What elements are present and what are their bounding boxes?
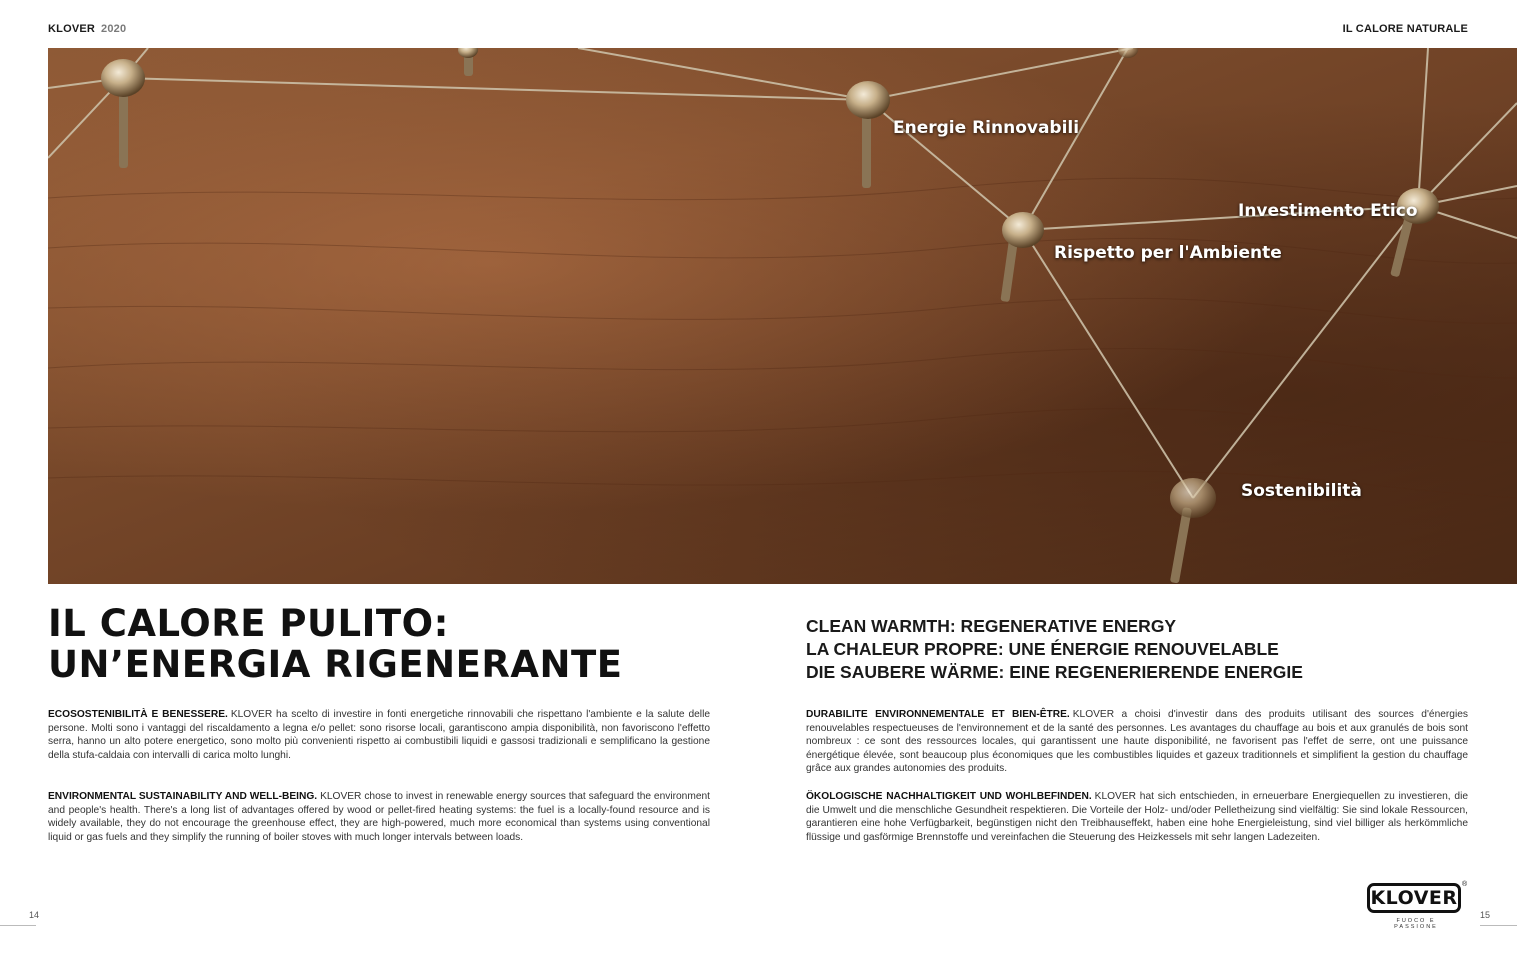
page-number-left: 14 [29,910,40,920]
paragraph-french [806,708,1468,776]
paragraph-german-lead: ÖKOLOGISCHE NACHHALTIGKEIT UND WOHLBEFINDEN. [806,791,1092,802]
paragraph-german [806,790,1468,844]
footer-rule-right [1480,925,1517,926]
edition-year: 2020 [101,23,127,35]
registered-mark: ® [1462,881,1468,888]
section-title: IL CALORE NATURALE [1342,23,1468,35]
label-energie-rinnovabili: Energie Rinnovabili [893,118,1080,138]
main-title-italian [48,603,622,685]
page-number-right: 15 [1480,910,1491,920]
title-german: DIE SAUBERE WÄRME: EINE REGENERIERENDE ENERGIE [806,662,1303,682]
paragraph-italian-lead: ECOSOSTENIBILITÀ E BENESSERE. [48,709,228,720]
logo-wordmark: KLOVER [1367,883,1461,913]
label-sostenibilita: Sostenibilità [1241,481,1362,501]
title-french: LA CHALEUR PROPRE: UNE ÉNERGIE RENOUVELABLE [806,639,1279,659]
klover-logo [1367,881,1468,930]
hero-photo [48,48,1517,584]
pin-network-illustration [48,48,1517,584]
paragraph-french-body: KLOVER a choisi d'investir dans des produits utilisant des sources d'énergies renouvelables respectueuses de l'environnement et de la santé des personnes. Les avantages du chauffage au bois et aux granulés de bois sont nombreux : ce sont des ressources locales, qui garantissent une haute disponibilité, ne favorisent pas l'effet de serre, ont une puissance énergétique élevée, sont beaucoup plus économiques que les combustibles liquides et gazeux traditionnels et simplifient la gestion du chauffage grâce aux grandes autonomies des produits. [806,709,1468,775]
main-title-line-1: IL CALORE PULITO: [48,602,449,645]
paragraph-german-body: KLOVER hat sich entschieden, in erneuerbare Energiequellen zu investieren, die die Umwelt und die menschliche Gesundheit respektieren. Die Vorteile der Holz- und/oder Pelletheizung sind vielfältig: Sie sind lokale Ressourcen, garantieren eine hohe Verfügbarkeit, begünstigen nicht den Treibhauseffekt, haben eine hohe Energieleistung, sind viel billiger als herkömmliche flüssige und gasförmige Brennstoffe und vereinfachen die Steuerung des Heizkessels mit sehr langen Ladezeiten. [806,791,1468,843]
brand-name: KLOVER [48,23,96,35]
paragraph-french-lead: DURABILITE ENVIRONNEMENTALE ET BIEN-ÊTRE. [806,709,1070,720]
title-english: CLEAN WARMTH: REGENERATIVE ENERGY [806,616,1177,636]
translated-titles [806,615,1303,684]
label-rispetto-ambiente: Rispetto per l'Ambiente [1054,243,1282,263]
header-brand [48,23,126,35]
label-investimento-etico: Investimento Etico [1238,201,1418,221]
logo-tagline: FUOCO E PASSIONE [1394,918,1438,930]
paragraph-english-body: KLOVER chose to invest in renewable energy sources that safeguard the environment and people's health. There's a long list of advantages offered by wood or pellet-fired heating systems: the fuel is a locally-found resource and is widely available, they do not encourage the greenhouse effect, they are high-powered, much more economical than systems using conventional liquid or gas fuels and they simplify the running of boiler stoves with much longer intervals between loads. [48,791,710,843]
footer-rule-left [0,925,36,926]
main-title-line-2: UN’ENERGIA RIGENERANTE [48,643,623,686]
paragraph-italian [48,708,710,762]
paragraph-english [48,790,710,844]
paragraph-english-lead: ENVIRONMENTAL SUSTAINABILITY AND WELL-BEING. [48,791,318,802]
paragraph-italian-body: KLOVER ha scelto di investire in fonti energetiche rinnovabili che rispettano l'ambiente e la salute delle persone. Molti sono i vantaggi del riscaldamento a legna e/o pellet: sono risorse locali, garantiscono ampia disponibilità, non favoriscono l'effetto serra, hanno un alto potere energetico, sono molto più convenienti rispetto ai combustibili liquidi e gassosi tradizionali e semplificano la gestione della stufa-caldaia con intervalli di carica molto lunghi. [48,709,710,761]
